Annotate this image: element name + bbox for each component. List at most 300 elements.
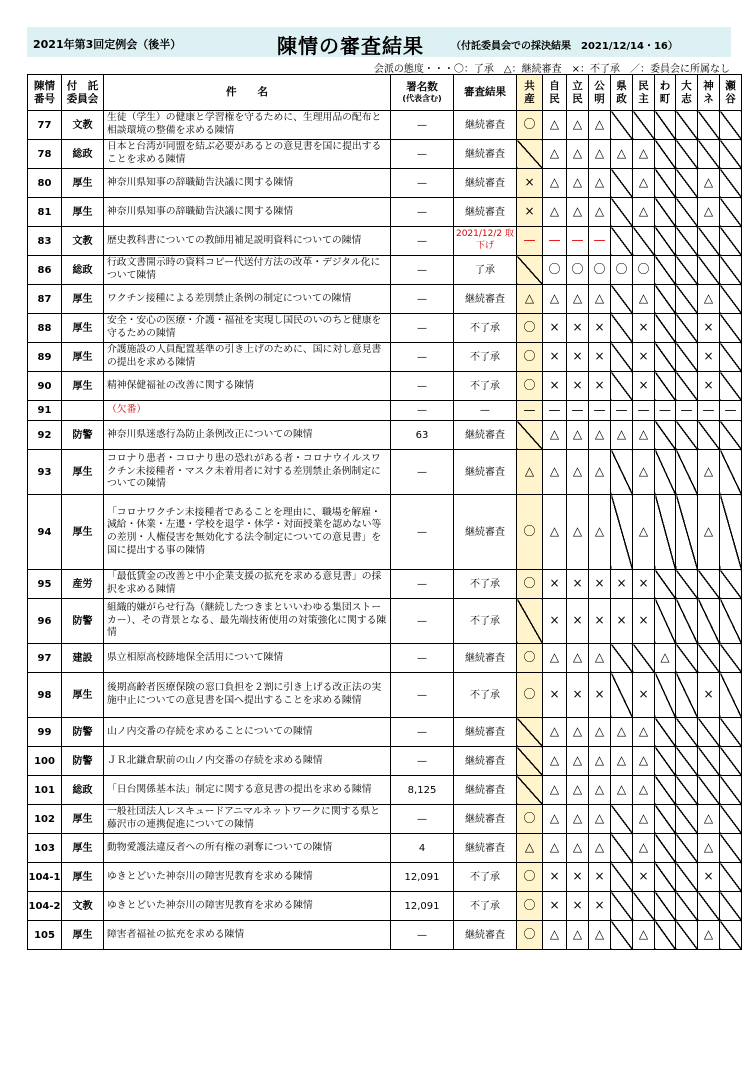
party-vote: × — [698, 863, 720, 892]
party-vote: △ — [611, 421, 633, 450]
party-vote-none — [720, 372, 742, 401]
party-vote: × — [589, 892, 611, 921]
party-vote-none — [676, 718, 698, 747]
party-vote-none — [655, 450, 676, 495]
party-vote-none — [655, 285, 676, 314]
party-vote: △ — [567, 169, 589, 198]
party-vote-none — [698, 747, 720, 776]
party-vote: △ — [543, 747, 567, 776]
header-row — [28, 75, 742, 111]
page-subtitle: （付託委員会での採決結果 2021/12/14・16） — [451, 41, 678, 52]
party-vote: △ — [698, 198, 720, 227]
committee-cell: 厚生 — [62, 372, 104, 401]
table-row — [28, 599, 742, 644]
party-vote-none — [517, 747, 543, 776]
party-vote: △ — [543, 776, 567, 805]
party-vote: △ — [589, 718, 611, 747]
party-vote: × — [633, 863, 655, 892]
party-vote: △ — [633, 776, 655, 805]
petition-title: コロナり患者・コロナり患の恐れがある者・コロナウイルスワクチン未接種者・マスク未着用者に対する差別禁止条例制定についての陳情 — [104, 450, 391, 495]
review-result: 継続審査 — [454, 450, 517, 495]
petition-number: 88 — [28, 314, 62, 343]
party-vote-none — [720, 450, 742, 495]
signature-count: 4 — [391, 834, 454, 863]
party-vote: △ — [543, 450, 567, 495]
party-vote-none — [720, 863, 742, 892]
party-vote-none — [720, 805, 742, 834]
committee-cell: 厚生 — [62, 805, 104, 834]
party-vote-none — [720, 198, 742, 227]
petition-number: 103 — [28, 834, 62, 863]
petition-title: ゆきとどいた神奈川の障害児教育を求める陳情 — [104, 863, 391, 892]
party-vote: — — [543, 401, 567, 421]
party-vote-none — [655, 111, 676, 140]
party-vote: × — [543, 570, 567, 599]
party-vote-none — [611, 921, 633, 950]
party-vote: — — [633, 401, 655, 421]
party-vote-none — [720, 111, 742, 140]
party-vote-none — [720, 314, 742, 343]
party-vote-none — [676, 834, 698, 863]
party-vote: △ — [698, 285, 720, 314]
party-vote-none — [676, 227, 698, 256]
committee-cell: 厚生 — [62, 495, 104, 570]
review-result: 継続審査 — [454, 805, 517, 834]
party-vote: × — [543, 892, 567, 921]
committee-cell: 厚生 — [62, 921, 104, 950]
signature-count: — — [391, 921, 454, 950]
review-result: 継続審査 — [454, 169, 517, 198]
header-number: 陳情 番号 — [28, 75, 62, 111]
party-vote-none — [611, 314, 633, 343]
party-vote-none — [720, 673, 742, 718]
signature-count: — — [391, 570, 454, 599]
signature-count: — — [391, 256, 454, 285]
party-vote: × — [633, 599, 655, 644]
table-row — [28, 921, 742, 950]
petition-number: 105 — [28, 921, 62, 950]
party-vote: × — [633, 314, 655, 343]
header-party: 公 明 — [589, 75, 611, 111]
party-vote-none — [720, 921, 742, 950]
table-row — [28, 372, 742, 401]
party-vote: 〇 — [517, 644, 543, 673]
party-vote: △ — [611, 718, 633, 747]
signature-count: — — [391, 314, 454, 343]
table-row — [28, 227, 742, 256]
table-row — [28, 401, 742, 421]
party-vote: × — [633, 570, 655, 599]
header-party: 大 志 — [676, 75, 698, 111]
petition-title: 「コロナワクチン未接種者であることを理由に、職場を解雇・減給・休業・左遷・学校を退学・休学・対面授業を認めない等の差別・人権侵害を無効化する法令制定についての意見書」を国に提出する事の陳情 — [104, 495, 391, 570]
party-vote: △ — [543, 111, 567, 140]
party-vote-none — [633, 227, 655, 256]
party-vote: △ — [633, 805, 655, 834]
party-vote-none — [720, 834, 742, 863]
party-vote-none — [676, 450, 698, 495]
committee-cell: 厚生 — [62, 198, 104, 227]
party-vote: △ — [698, 834, 720, 863]
party-vote-none — [611, 285, 633, 314]
party-vote-none — [720, 892, 742, 921]
petition-results-table — [27, 74, 742, 950]
party-vote: △ — [633, 198, 655, 227]
committee-cell: 厚生 — [62, 834, 104, 863]
party-vote: △ — [567, 747, 589, 776]
header-party: わ 町 — [655, 75, 676, 111]
party-vote-none — [611, 343, 633, 372]
header-result: 審査結果 — [454, 75, 517, 111]
signature-count: — — [391, 450, 454, 495]
party-vote-none — [676, 570, 698, 599]
party-vote-none — [698, 644, 720, 673]
party-vote: × — [543, 673, 567, 718]
party-vote: × — [567, 892, 589, 921]
petition-title: 日本と台湾が同盟を結ぶ必要があるとの意見書を国に提出することを求める陳情 — [104, 140, 391, 169]
committee-cell — [62, 401, 104, 421]
party-vote: △ — [567, 285, 589, 314]
committee-cell: 建設 — [62, 644, 104, 673]
party-vote: △ — [567, 111, 589, 140]
party-vote-none — [655, 314, 676, 343]
signature-count: — — [391, 343, 454, 372]
party-vote: △ — [567, 421, 589, 450]
party-vote: △ — [611, 747, 633, 776]
petition-title: 障害者福祉の拡充を求める陳情 — [104, 921, 391, 950]
party-vote: × — [567, 314, 589, 343]
party-vote-none — [698, 256, 720, 285]
party-vote-none — [676, 140, 698, 169]
signature-count: 63 — [391, 421, 454, 450]
party-vote: △ — [543, 169, 567, 198]
party-vote-none — [720, 140, 742, 169]
petition-number: 100 — [28, 747, 62, 776]
party-vote: — — [567, 227, 589, 256]
signature-count: — — [391, 805, 454, 834]
party-vote-none — [655, 227, 676, 256]
review-result: 不了承 — [454, 343, 517, 372]
committee-cell: 厚生 — [62, 343, 104, 372]
party-vote-none — [655, 892, 676, 921]
party-vote-none — [698, 776, 720, 805]
review-result: 継続審査 — [454, 140, 517, 169]
signature-count: 12,091 — [391, 863, 454, 892]
review-result: 継続審査 — [454, 776, 517, 805]
party-vote: × — [611, 599, 633, 644]
party-vote-none — [720, 644, 742, 673]
review-result: 不了承 — [454, 372, 517, 401]
party-vote: △ — [543, 285, 567, 314]
party-vote: △ — [589, 450, 611, 495]
party-vote-none — [633, 892, 655, 921]
party-vote-none — [655, 372, 676, 401]
table-row — [28, 256, 742, 285]
party-vote-none — [720, 256, 742, 285]
petition-number: 102 — [28, 805, 62, 834]
party-vote-none — [517, 718, 543, 747]
party-vote: 〇 — [517, 805, 543, 834]
party-vote-none — [611, 805, 633, 834]
party-vote-none — [517, 256, 543, 285]
party-vote: △ — [589, 285, 611, 314]
party-vote: × — [698, 673, 720, 718]
party-vote: — — [655, 401, 676, 421]
petition-number: 92 — [28, 421, 62, 450]
petition-number: 99 — [28, 718, 62, 747]
party-vote: △ — [698, 450, 720, 495]
petition-number: 86 — [28, 256, 62, 285]
petition-number: 95 — [28, 570, 62, 599]
party-vote: △ — [543, 805, 567, 834]
party-vote: — — [567, 401, 589, 421]
party-vote: 〇 — [567, 256, 589, 285]
signature-count: 12,091 — [391, 892, 454, 921]
party-vote-none — [676, 285, 698, 314]
review-result: 不了承 — [454, 673, 517, 718]
header-party: 瀬 谷 — [720, 75, 742, 111]
party-vote: × — [698, 343, 720, 372]
petition-number: 101 — [28, 776, 62, 805]
party-vote-none — [676, 372, 698, 401]
petition-number: 104-1 — [28, 863, 62, 892]
party-vote: × — [698, 372, 720, 401]
party-vote: × — [517, 198, 543, 227]
party-vote: 〇 — [517, 892, 543, 921]
party-vote: △ — [543, 718, 567, 747]
party-vote-none — [611, 450, 633, 495]
party-vote-none — [633, 644, 655, 673]
table-row — [28, 718, 742, 747]
party-vote-none — [720, 343, 742, 372]
review-result: 継続審査 — [454, 198, 517, 227]
petition-number: 83 — [28, 227, 62, 256]
party-vote: 〇 — [517, 314, 543, 343]
party-vote: × — [543, 314, 567, 343]
review-result: 継続審査 — [454, 421, 517, 450]
party-vote-none — [676, 111, 698, 140]
review-result: — — [454, 401, 517, 421]
party-vote: △ — [517, 285, 543, 314]
signature-count: — — [391, 401, 454, 421]
party-vote-none — [676, 747, 698, 776]
party-vote-none — [676, 343, 698, 372]
party-vote: △ — [567, 450, 589, 495]
party-vote-none — [720, 495, 742, 570]
petition-title: ＪＲ北鎌倉駅前の山ノ内交番の存続を求める陳情 — [104, 747, 391, 776]
party-vote-none — [611, 644, 633, 673]
table-row — [28, 495, 742, 570]
party-vote: × — [589, 314, 611, 343]
party-vote-none — [655, 570, 676, 599]
party-vote-none — [655, 805, 676, 834]
review-result: 継続審査 — [454, 285, 517, 314]
table-row — [28, 747, 742, 776]
review-result: 不了承 — [454, 863, 517, 892]
header-party: 共 産 — [517, 75, 543, 111]
party-vote-none — [698, 570, 720, 599]
party-vote: △ — [543, 198, 567, 227]
petition-number: 91 — [28, 401, 62, 421]
committee-cell: 総政 — [62, 776, 104, 805]
petition-number: 98 — [28, 673, 62, 718]
petition-number: 80 — [28, 169, 62, 198]
committee-cell: 防警 — [62, 421, 104, 450]
party-vote: △ — [567, 198, 589, 227]
table-row — [28, 892, 742, 921]
committee-cell: 厚生 — [62, 285, 104, 314]
party-vote-none — [676, 314, 698, 343]
party-vote: × — [543, 372, 567, 401]
party-vote-none — [655, 343, 676, 372]
party-vote: 〇 — [611, 256, 633, 285]
party-vote: 〇 — [633, 256, 655, 285]
party-vote-none — [720, 747, 742, 776]
signature-count: — — [391, 673, 454, 718]
party-vote: △ — [567, 140, 589, 169]
party-vote: △ — [633, 169, 655, 198]
committee-cell: 産労 — [62, 570, 104, 599]
party-vote-none — [676, 776, 698, 805]
table-row — [28, 343, 742, 372]
review-result: 了承 — [454, 256, 517, 285]
party-vote-none — [655, 198, 676, 227]
party-vote-none — [676, 421, 698, 450]
party-vote: × — [567, 570, 589, 599]
session-label: 2021年第3回定例会（後半） — [33, 38, 182, 51]
header-party: 民 主 — [633, 75, 655, 111]
party-vote-none — [676, 256, 698, 285]
party-vote-none — [676, 892, 698, 921]
table-row — [28, 314, 742, 343]
party-vote: × — [543, 863, 567, 892]
header-party: 県 政 — [611, 75, 633, 111]
table-row — [28, 776, 742, 805]
petition-title: 動物愛護法違反者への所有権の剥奪についての陳情 — [104, 834, 391, 863]
party-vote-none — [698, 599, 720, 644]
petition-number: 87 — [28, 285, 62, 314]
party-vote-none — [655, 718, 676, 747]
party-vote: △ — [589, 834, 611, 863]
table-row — [28, 805, 742, 834]
party-vote: △ — [567, 805, 589, 834]
petition-number: 96 — [28, 599, 62, 644]
table-row — [28, 450, 742, 495]
party-vote: △ — [611, 140, 633, 169]
party-vote-none — [517, 599, 543, 644]
party-vote-none — [676, 644, 698, 673]
signature-count: — — [391, 599, 454, 644]
petition-number: 93 — [28, 450, 62, 495]
party-vote: △ — [589, 644, 611, 673]
party-vote: — — [543, 227, 567, 256]
party-vote: △ — [655, 644, 676, 673]
party-vote-none — [698, 892, 720, 921]
party-vote: × — [589, 372, 611, 401]
party-vote: △ — [567, 718, 589, 747]
party-vote-none — [517, 140, 543, 169]
committee-cell: 文教 — [62, 892, 104, 921]
party-vote-none — [720, 285, 742, 314]
party-vote: △ — [543, 921, 567, 950]
party-vote: 〇 — [517, 372, 543, 401]
review-result: 継続審査 — [454, 834, 517, 863]
petition-title: 精神保健福祉の改善に関する陳情 — [104, 372, 391, 401]
party-vote: — — [698, 401, 720, 421]
table-row — [28, 863, 742, 892]
party-vote: △ — [567, 495, 589, 570]
table-row — [28, 834, 742, 863]
party-vote: △ — [698, 495, 720, 570]
petition-title: 神奈川県知事の辞職勧告決議に関する陳情 — [104, 169, 391, 198]
party-vote-none — [698, 718, 720, 747]
committee-cell: 厚生 — [62, 673, 104, 718]
petition-number: 104-2 — [28, 892, 62, 921]
party-vote: × — [567, 372, 589, 401]
party-vote: 〇 — [517, 570, 543, 599]
petition-title: ゆきとどいた神奈川の障害児教育を求める陳情 — [104, 892, 391, 921]
party-vote-none — [698, 421, 720, 450]
party-vote: △ — [698, 921, 720, 950]
party-vote-none — [517, 776, 543, 805]
review-result: 継続審査 — [454, 111, 517, 140]
petition-number: 77 — [28, 111, 62, 140]
petition-title: 歴史教科書についての教師用補足説明資料についての陳情 — [104, 227, 391, 256]
party-vote: 〇 — [517, 863, 543, 892]
committee-cell: 防警 — [62, 599, 104, 644]
party-vote: × — [633, 673, 655, 718]
party-vote: △ — [589, 198, 611, 227]
title-bar — [27, 27, 731, 57]
party-vote-none — [676, 921, 698, 950]
party-vote: — — [517, 227, 543, 256]
party-vote: — — [517, 401, 543, 421]
party-vote-none — [611, 372, 633, 401]
party-vote: × — [517, 169, 543, 198]
party-vote: △ — [589, 495, 611, 570]
party-vote: △ — [633, 921, 655, 950]
party-vote: △ — [589, 776, 611, 805]
signature-count: — — [391, 495, 454, 570]
party-vote-none — [720, 718, 742, 747]
petition-number: 81 — [28, 198, 62, 227]
table-row — [28, 570, 742, 599]
petition-title: 県立相原高校跡地保全活用について陳情 — [104, 644, 391, 673]
signature-count: — — [391, 227, 454, 256]
petition-title: 神奈川県迷惑行為防止条例改正についての陳情 — [104, 421, 391, 450]
petition-title: 行政文書開示時の資料コピー代送付方法の改革・デジタル化について陳情 — [104, 256, 391, 285]
party-vote-none — [698, 227, 720, 256]
review-result: 継続審査 — [454, 921, 517, 950]
petition-title: 神奈川県知事の辞職勧告決議に関する陳情 — [104, 198, 391, 227]
committee-cell: 総政 — [62, 140, 104, 169]
party-vote-none — [517, 421, 543, 450]
legend: 会派の態度・・・〇：了承 △：継続審査 ×：不了承 ／：委員会に所属なし — [373, 64, 730, 75]
review-result: 不了承 — [454, 570, 517, 599]
party-vote: △ — [589, 169, 611, 198]
party-vote-none — [655, 256, 676, 285]
committee-cell: 防警 — [62, 718, 104, 747]
party-vote: × — [589, 570, 611, 599]
party-vote-none — [720, 421, 742, 450]
party-vote-none — [676, 805, 698, 834]
party-vote: △ — [567, 644, 589, 673]
party-vote: × — [633, 372, 655, 401]
party-vote: 〇 — [543, 256, 567, 285]
party-vote: 〇 — [517, 111, 543, 140]
party-vote-none — [655, 747, 676, 776]
party-vote: × — [589, 863, 611, 892]
party-vote: — — [589, 227, 611, 256]
